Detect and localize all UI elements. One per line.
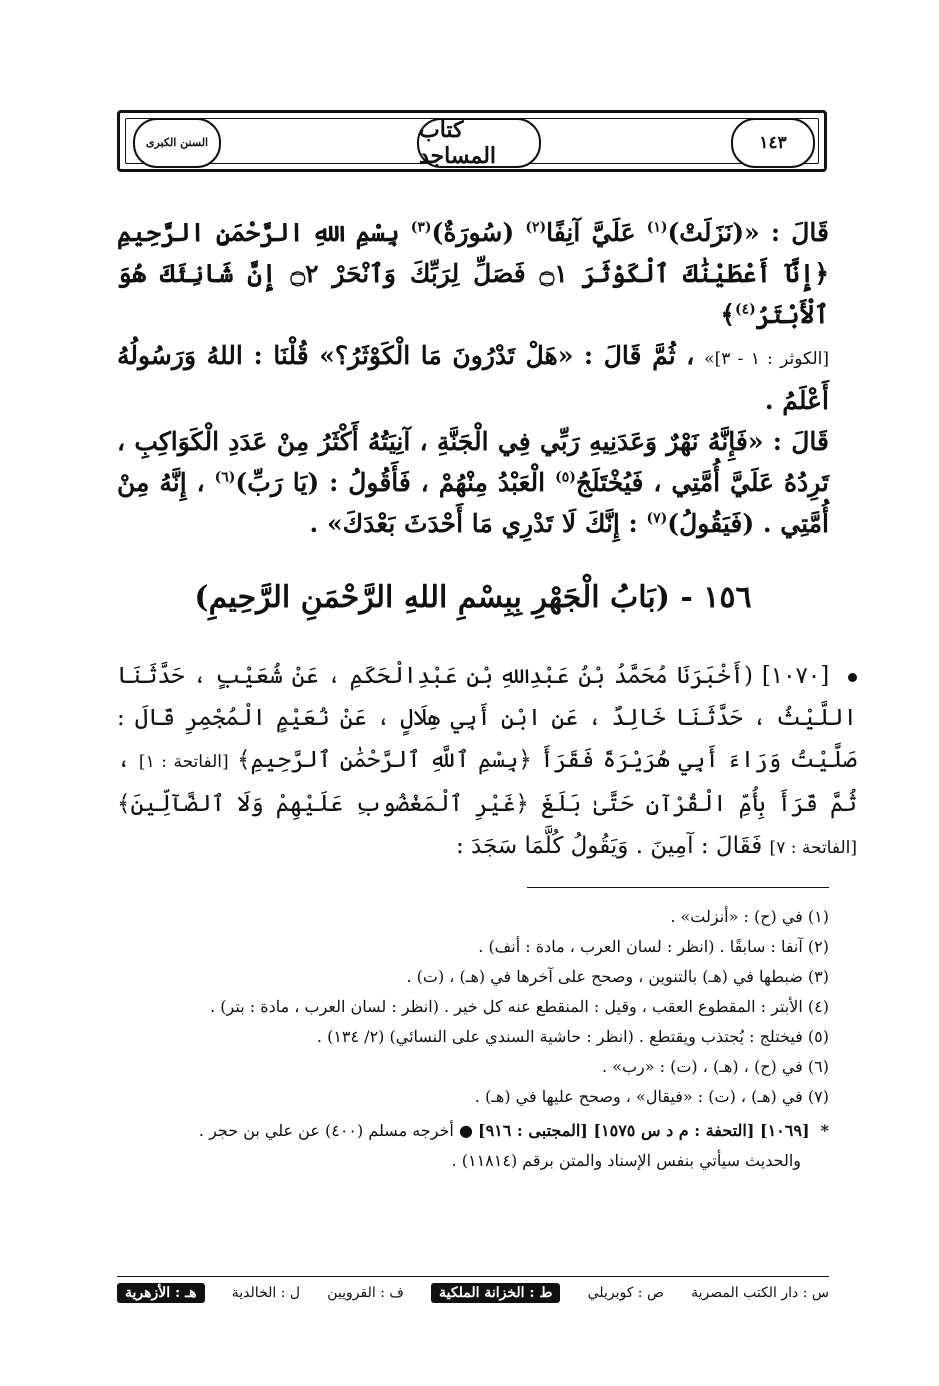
footnote-ref: (٤) — [734, 301, 756, 318]
hadith-number: [١٠٧٠] — [761, 663, 830, 689]
note-text: ● أخرجه مسلم (٤٠٠) عن علي بن حجر . — [198, 1121, 473, 1140]
text-segment: ﴾ — [720, 300, 735, 329]
quran-citation: [الكوثر : ١ - ٣]» — [704, 349, 829, 369]
chapter-title: كتاب المساجد — [419, 117, 497, 169]
star-icon: * — [820, 1121, 829, 1140]
legend-item-boxed: هـ : الأزهرية — [117, 1283, 205, 1303]
header-logo — [133, 118, 221, 168]
main-text — [117, 212, 829, 544]
text-segment: ، ثُمَّ قَالَ : «هَلْ تَدْرُونَ مَا الْكَوْثَرُ؟» قُلْنَا : اللهُ وَرَسُولُهُ أَعْلَمُ . — [117, 341, 829, 415]
bullet-icon — [848, 673, 857, 682]
footnotes — [117, 902, 829, 1176]
section-title: ١٥٦ - (بَابُ الْجَهْرِ بِبِسْمِ اللهِ الرَّحْمَنِ الرَّحِيمِ) — [194, 580, 752, 615]
footnote-1: (١) في (ح) : «أنزلت» . — [670, 907, 829, 926]
footnote-7: (٧) في (هـ) ، (ت) : «فيقال» ، وصحح عليها في (هـ) . — [474, 1087, 829, 1106]
quran-verse: بِسْمِ اللهِ الرَّحْمَنِ الرَّحِيمِ ﴿إِنَّآ أَعْطَيْنَٰكَ ٱلْكَوْثَرَ ۝١ فَصَلِّ لِرَبِّكَ وَٱنْحَرْ ۝٢ إِنَّ شَانِئَكَ هُوَ ٱلْأَبْتَرُ — [117, 218, 829, 329]
text-segment: : إِنَّكَ لَا تَدْرِي مَا أَحْدَثَ بَعْدَكَ» . — [309, 509, 638, 538]
text-segment: ، إِنَّهُ مِنْ أُمَّتِي . (فَيَقُولُ) — [117, 468, 829, 538]
hadith-paragraph — [117, 655, 857, 869]
text-segment: عَلَيَّ آنِفًا — [546, 218, 636, 247]
footnote-3: (٣) ضبطها في (هـ) بالتنوين ، وصحح على آخرها في (هـ) ، (ت) . — [406, 967, 829, 986]
page-number-box — [731, 118, 815, 168]
footnote-divider — [527, 887, 829, 888]
footnote-ref: (٧) — [646, 510, 668, 527]
footnote-4: (٤) الأبتر : المقطوع العقب ، وقيل : المنقطع عنه كل خير . (انظر : لسان العرب ، مادة : بتر) . — [210, 997, 829, 1016]
legend-divider — [117, 1276, 829, 1277]
text-segment: (أَخْبَرَنَا مُحَمَّدُ بْنُ عَبْدِاللهِ بْنِ عَبْدِالْحَكَمِ ، عَنْ شُعَيْبٍ ، حَدَّثَنَا اللَّيْثُ ، حَدَّثَنَا خَالِدٌ ، عَنِ ابْنِ أَبِي هِلَالٍ ، عَنْ نُعَيْمٍ الْمُجْمِرِ قَالَ : صَلَّيْتُ وَرَاءَ أَبِي هُرَيْرَةَ فَقَرَأَ ﴿بِسْمِ ٱللَّهِ ٱلرَّحْمَٰنِ ٱلرَّحِيمِ﴾ — [117, 663, 858, 773]
note-text-2: والحديث سيأتي بنفس الإسناد والمتن برقم (١١٨١٤) . — [451, 1151, 801, 1170]
quran-citation: [الفاتحة : ١] — [138, 752, 229, 772]
header-logo-text: السنن الكبرى — [145, 136, 209, 149]
note-reference: [١٠٦٩] [التحفة : م د س ١٥٧٥] [المجتبى : ٩١٦] — [478, 1121, 810, 1140]
page-header — [117, 110, 827, 172]
footnote-ref: (٥) — [555, 469, 576, 486]
footnote-ref: (١) — [646, 219, 668, 236]
paragraph-1 — [117, 212, 829, 335]
footnote-ref: (٣) — [410, 219, 432, 236]
legend-item: ل : الخالدية — [231, 1285, 301, 1301]
text-segment: الْعَبْدُ مِنْهُمْ ، فَأَقُولُ : (يَا رَبِّ) — [235, 468, 546, 497]
footnote-ref: (٢) — [525, 219, 547, 236]
paragraph-2 — [117, 335, 829, 421]
quran-citation: [الفاتحة : ٧] — [769, 838, 857, 858]
footnote-2: (٢) آنفا : سابقًا . (انظر : لسان العرب ، مادة : أنف) . — [478, 937, 829, 956]
footnote-6: (٦) في (ح) ، (هـ) ، (ت) : «رب» . — [602, 1057, 829, 1076]
text-segment: ، ثُمَّ قَرَأَ بِأُمِّ الْقُرْآنِ حَتَّىٰ بَلَغَ ﴿غَيْرِ ٱلْمَغْضُوبِ عَلَيْهِمْ وَلَا ٱلضَّآلِّينَ﴾ — [117, 747, 857, 817]
page-number: ١٤٣ — [759, 133, 787, 153]
text-segment: (سُورَةٌ) — [431, 218, 515, 247]
hadith-text — [117, 655, 857, 869]
legend-item: ص : كوبريلي — [587, 1285, 664, 1301]
editorial-note — [117, 1116, 829, 1146]
legend-item: س : دار الكتب المصرية — [691, 1285, 829, 1301]
legend-item-boxed: ط : الخزانة الملكية — [431, 1283, 560, 1303]
manuscript-legend — [117, 1283, 829, 1303]
legend-item: ف : القرويين — [327, 1285, 404, 1301]
paragraph-3 — [117, 421, 829, 544]
text-segment: قَالَ : «(نَزَلَتْ) — [667, 218, 829, 247]
text-segment: قَالَ : «فَإِنَّهُ نَهْرٌ وَعَدَنِيهِ رَبِّي فِي الْجَنَّةِ ، آنِيَتُهُ أَكْثَرُ مِنْ عَدَدِ الْكَوَاكِبِ ، تَرِدُهُ عَلَيَّ أُمَّتِي ، فَيُخْتَلَجُ — [117, 427, 829, 497]
header-title — [417, 118, 541, 168]
footnote-ref: (٦) — [214, 469, 236, 486]
text-segment: فَقَالَ : آمِينَ . وَيَقُولُ كُلَّمَا سَجَدَ : — [455, 833, 763, 859]
footnote-5: (٥) فيختلج : يُجتذب ويقتطع . (انظر : حاشية السندي على النسائي) (٢/ ١٣٤) . — [316, 1027, 829, 1046]
